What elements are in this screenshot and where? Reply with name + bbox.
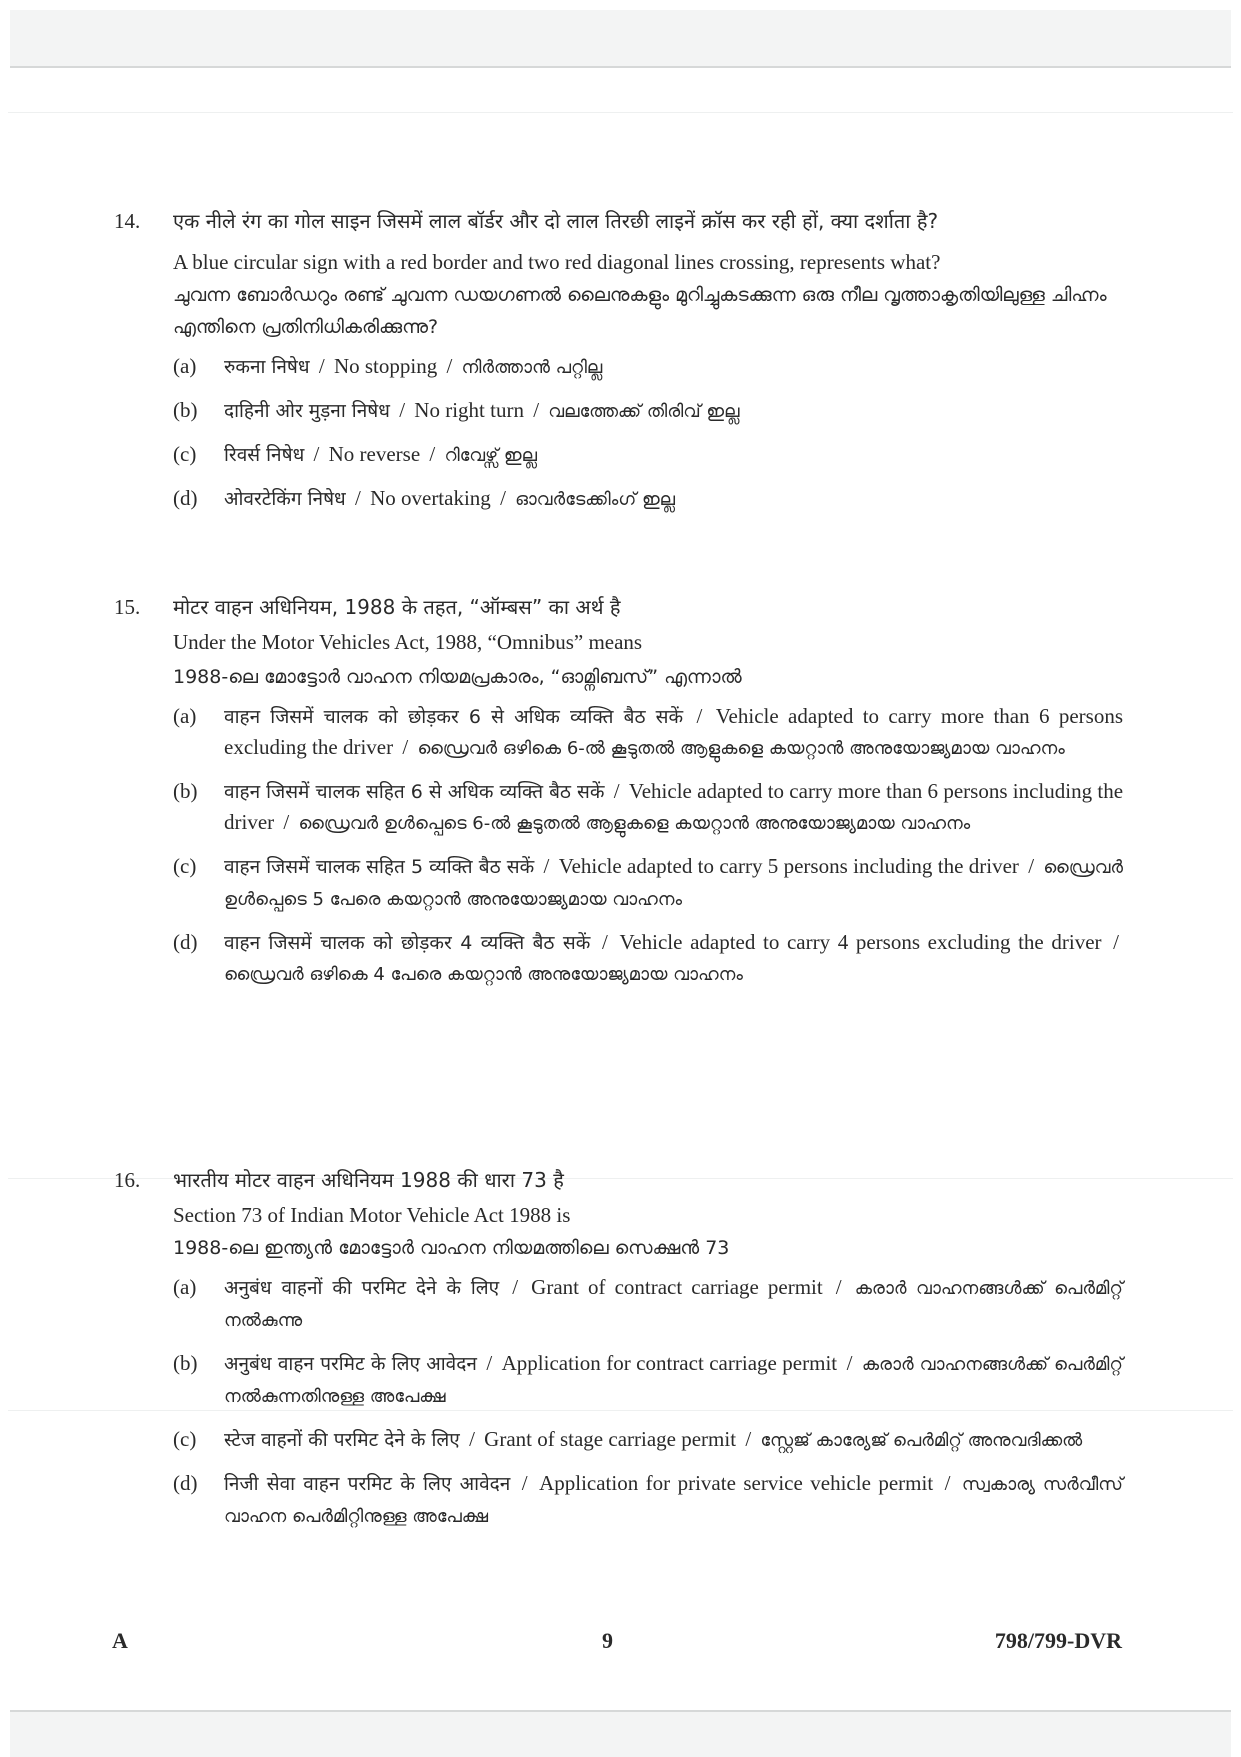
option-text-english: Application for private service vehicle permit [539, 1471, 934, 1495]
separator: / [846, 1351, 853, 1375]
option-text-english: Grant of stage carriage permit [484, 1427, 737, 1451]
option-d [173, 927, 1123, 990]
question-number: 16. [114, 1168, 141, 1192]
option-text-english: No overtaking [370, 486, 491, 510]
question-number: 15. [114, 595, 141, 619]
option-text-hindi: रुकना निषेध [224, 356, 310, 378]
question-15 [114, 591, 1124, 1002]
question-body [173, 205, 1123, 515]
option-text-malayalam: ഡ്രൈവർ ഒഴികെ 6-ൽ കൂടുതൽ ആളുകളെ കയറ്റാൻ അനുയോജ്യമായ വാഹനം [417, 738, 1065, 759]
question-16 [114, 1164, 1124, 1544]
question-body [173, 591, 1123, 990]
separator: / [696, 704, 703, 728]
question-text-malayalam: 1988-ലെ മോട്ടോർ വാഹന നിയമപ്രകാരം, “ഓമ്നിബസ്” എന്നാൽ [173, 666, 742, 688]
option-text-english: Vehicle adapted to carry 5 persons including the driver [558, 854, 1019, 878]
separator: / [402, 735, 409, 759]
option-text-hindi: निजी सेवा वाहन परमिट के लिए आवेदन [224, 1473, 511, 1495]
options-list [173, 1272, 1123, 1532]
option-text-malayalam: സ്റ്റേജ് കാര്യേജ് പെർമിറ്റ് അനുവദിക്കൽ [760, 1430, 1083, 1451]
separator: / [500, 486, 506, 510]
question-text-hindi: भारतीय मोटर वाहन अधिनियम 1988 की धारा 73 है [173, 1168, 564, 1192]
separator: / [354, 486, 361, 510]
option-a [173, 1272, 1123, 1336]
page-number: 9 [602, 1628, 613, 1653]
option-label: (a) [173, 1275, 197, 1299]
option-text-english: Grant of contract carriage permit [531, 1275, 823, 1299]
option-text-english: Vehicle adapted to carry 4 persons excluding the driver [619, 930, 1102, 954]
question-text-english: Section 73 of Indian Motor Vehicle Act 1988 is [173, 1203, 571, 1227]
option-text-hindi: दाहिनी ओर मुड़ना निषेध [224, 400, 390, 422]
separator: / [1113, 930, 1120, 954]
page-footer [112, 1628, 1122, 1658]
option-text-malayalam: സ്വകാര്യ സർവീസ് വാഹന പെർമിറ്റിനുള്ള അപേക്ഷ [224, 1474, 1124, 1527]
option-a [173, 701, 1123, 764]
separator: / [613, 779, 620, 803]
separator: / [745, 1427, 752, 1451]
options-list [173, 351, 1123, 515]
separator: / [1028, 854, 1035, 878]
option-text-malayalam: വലത്തേക്ക് തിരിവ് ഇല്ല [548, 401, 740, 422]
options-list [173, 701, 1123, 990]
separator: / [283, 810, 290, 834]
option-label: (a) [173, 704, 197, 728]
option-text-hindi: रिवर्स निषेध [224, 444, 305, 466]
option-text-hindi: स्टेज वाहनों की परमिट देने के लिए [224, 1429, 460, 1451]
separator: / [486, 1351, 493, 1375]
option-text-english: No reverse [328, 442, 421, 466]
option-c [173, 851, 1123, 915]
option-b [173, 1348, 1123, 1412]
separator: / [835, 1275, 842, 1299]
separator: / [601, 930, 608, 954]
option-text-hindi: वाहन जिसमें चालक को छोड़कर 6 से अधिक व्यक्ति बैठ सकें [224, 706, 684, 728]
option-d [173, 1468, 1123, 1532]
question-14 [114, 205, 1124, 527]
option-text-hindi: अनुबंध वाहनों की परमिट देने के लिए [224, 1277, 500, 1299]
option-c [173, 439, 1123, 471]
option-text-hindi: वाहन जिसमें चालक सहित 5 व्यक्ति बैठ सकें [224, 856, 535, 878]
separator: / [313, 442, 320, 466]
option-text-malayalam: നിർത്താൻ പറ്റില്ല [461, 357, 603, 378]
separator: / [429, 442, 436, 466]
separator: / [543, 854, 550, 878]
question-number: 14. [114, 209, 141, 233]
option-label: (c) [173, 442, 197, 466]
scan-bottom-edge [10, 1710, 1231, 1757]
separator: / [521, 1471, 528, 1495]
separator: / [533, 398, 540, 422]
option-label: (b) [173, 1351, 198, 1375]
option-text-english: No right turn [414, 398, 524, 422]
option-label: (d) [173, 1471, 198, 1495]
option-text-hindi: ओवरटेकिंग निषेध [224, 488, 346, 510]
separator: / [399, 398, 406, 422]
option-label: (a) [173, 354, 197, 378]
option-label: (d) [173, 486, 198, 510]
paper-code: 798/799-DVR [994, 1628, 1122, 1653]
question-body [173, 1164, 1123, 1532]
option-text-english: Application for contract carriage permit [501, 1351, 838, 1375]
option-text-malayalam: കരാർ വാഹനങ്ങൾക്ക് പെർമിറ്റ് നൽകുന്നു [224, 1278, 1124, 1331]
option-text-hindi: वाहन जिसमें चालक सहित 6 से अधिक व्यक्ति बैठ सकें [224, 781, 605, 803]
option-text-hindi: अनुबंध वाहन परमिट के लिए आवेदन [224, 1353, 477, 1375]
separator: / [469, 1427, 475, 1451]
separator: / [944, 1471, 951, 1495]
question-text-english: A blue circular sign with a red border and two red diagonal lines crossing, represents what? [173, 250, 941, 274]
separator: / [318, 354, 325, 378]
option-a [173, 351, 1123, 383]
question-text-hindi: एक नीले रंग का गोल साइन जिसमें लाल बॉर्डर और दो लाल तिरछी लाइनें क्रॉस कर रही हों, क्या दर्शाता है? [173, 209, 939, 233]
option-text-malayalam: ഡ്രൈവർ ഉൾപ്പെടെ 6-ൽ കൂടുതൽ ആളുകളെ കയറ്റാൻ അനുയോജ്യമായ വാഹനം [298, 813, 971, 834]
option-text-malayalam: കരാർ വാഹനങ്ങൾക്ക് പെർമിറ്റ് നൽകുന്നതിനുള്ള അപേക്ഷ [224, 1354, 1123, 1407]
option-text-malayalam: ഡ്രൈവർ ഒഴികെ 4 പേരെ കയറ്റാൻ അനുയോജ്യമായ വാഹനം [224, 964, 743, 985]
question-text-english: Under the Motor Vehicles Act, 1988, “Omnibus” means [173, 630, 643, 654]
option-b [173, 395, 1123, 427]
option-text-malayalam: ഓവർടേക്കിംഗ് ഇല്ല [515, 489, 676, 510]
option-label: (b) [173, 398, 198, 422]
option-label: (b) [173, 779, 198, 803]
option-text-english: Vehicle adapted to carry more than 6 persons excluding the driver [224, 704, 1124, 759]
series-code: A [112, 1628, 128, 1653]
option-label: (d) [173, 930, 198, 954]
separator: / [512, 1275, 519, 1299]
question-text-malayalam: 1988-ലെ ഇന്ത്യൻ മോട്ടോർ വാഹന നിയമത്തിലെ സെക്ഷൻ 73 [173, 1237, 730, 1259]
option-text-malayalam: ഡ്രൈവർ ഉൾപ്പെടെ 5 പേരെ കയറ്റാൻ അനുയോജ്യമായ വാഹനം [224, 857, 1124, 910]
separator: / [446, 354, 453, 378]
question-text-hindi: मोटर वाहन अधिनियम, 1988 के तहत, “ऑम्बस” का अर्थ है [173, 595, 621, 619]
option-text-english: No stopping [333, 354, 438, 378]
option-d [173, 483, 1123, 515]
option-c [173, 1424, 1123, 1456]
option-text-hindi: वाहन जिसमें चालक को छोड़कर 4 व्यक्ति बैठ सकें [224, 932, 591, 954]
option-text-english: Vehicle adapted to carry more than 6 persons including the driver [224, 779, 1124, 834]
question-text-malayalam: ചുവന്ന ബോർഡറും രണ്ട് ചുവന്ന ഡയഗണൽ ലൈനുകളും മുറിച്ചുകടക്കുന്ന ഒരു നീല വൃത്താകൃതിയിലുള്ള ചിഹ്നം എന്തിനെ പ്രതിനിധികരിക്കുന്നു? [173, 284, 1107, 338]
option-label: (c) [173, 1427, 197, 1451]
option-text-malayalam: റിവേഴ്സ് ഇല്ല [444, 445, 537, 466]
option-b [173, 776, 1123, 839]
option-label: (c) [173, 854, 197, 878]
